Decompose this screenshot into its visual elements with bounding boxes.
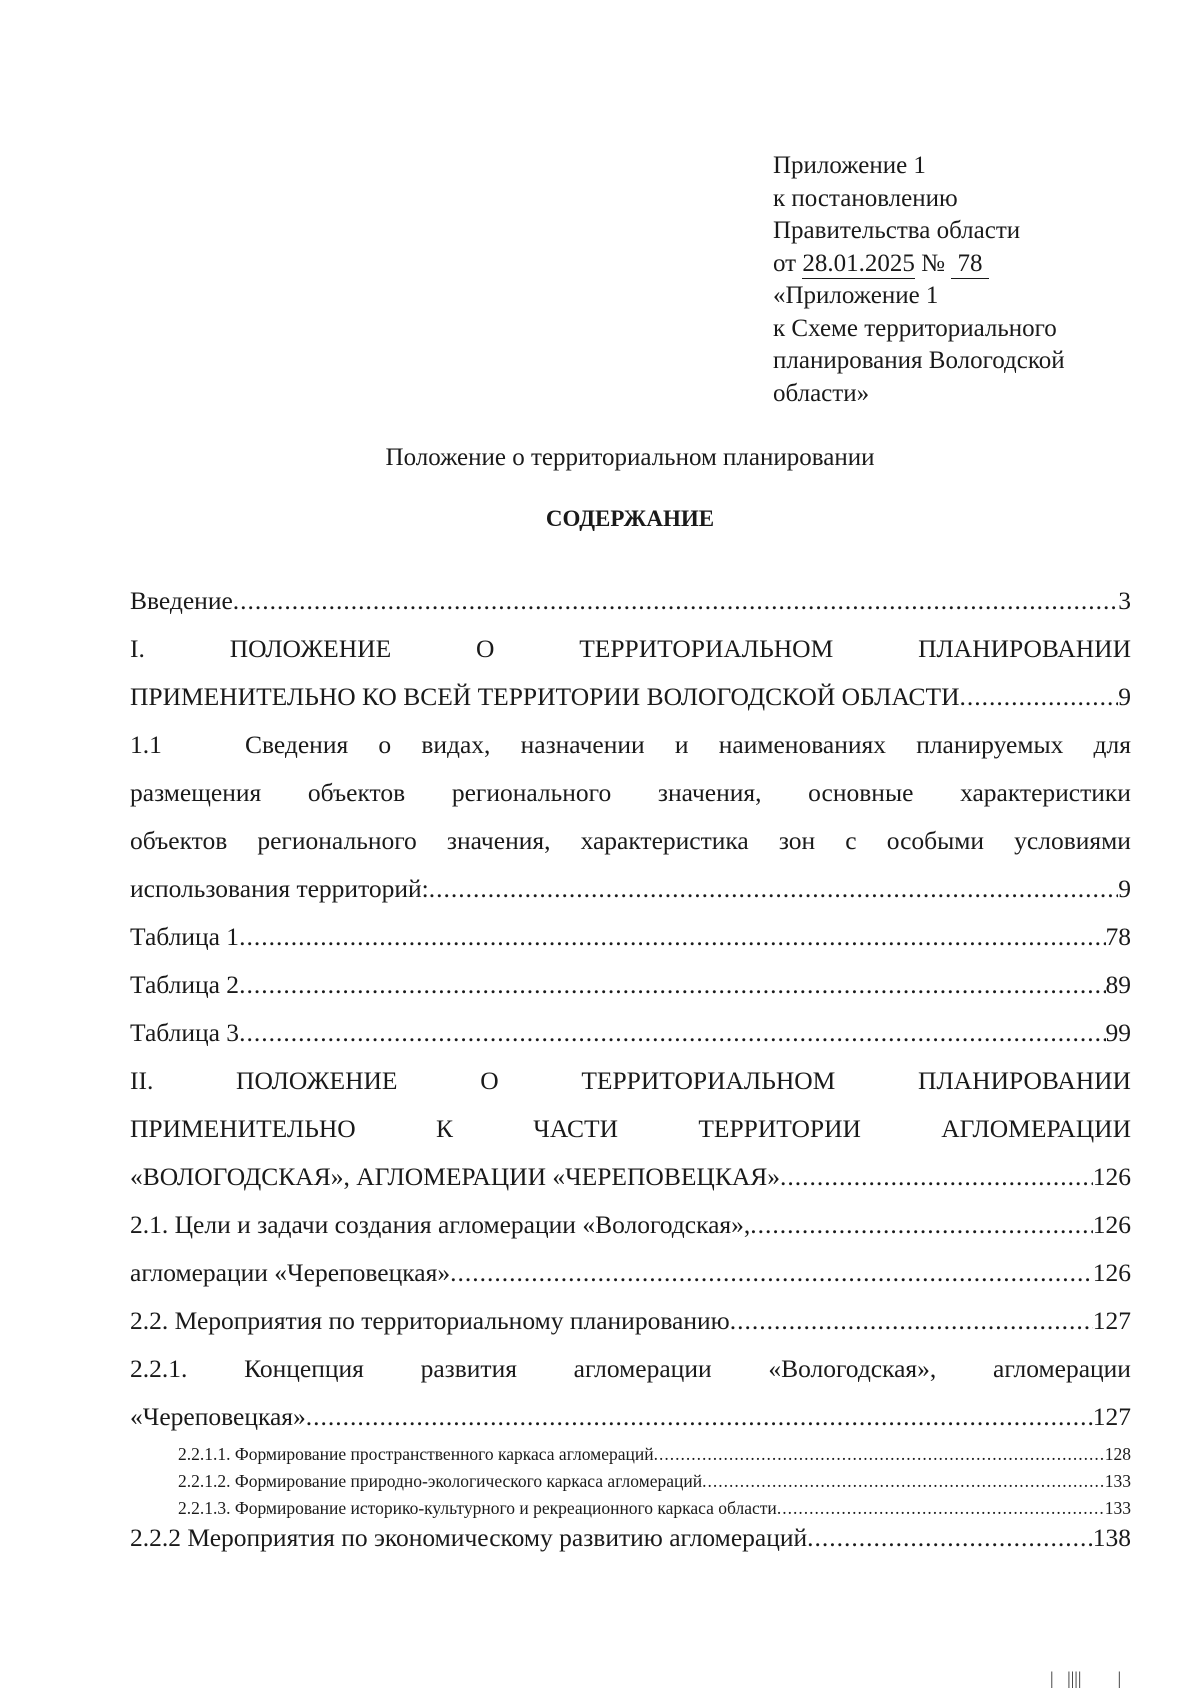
- word: ЧАСТИ: [533, 1114, 619, 1143]
- word: для: [1093, 730, 1131, 759]
- toc-entry-table-1[interactable]: [130, 904, 1131, 952]
- toc-page-number: 127: [1092, 1306, 1131, 1335]
- toc-page-number: 89: [1105, 970, 1131, 999]
- word: ПЛАНИРОВАНИИ: [918, 1066, 1131, 1095]
- word: I.: [130, 634, 145, 663]
- word: особыми: [886, 826, 985, 855]
- section-number: 1.1: [130, 730, 162, 759]
- toc-page-number: 78: [1105, 922, 1131, 951]
- toc-entry-2-2-1-1[interactable]: [178, 1438, 1131, 1465]
- toc-page-number: 9: [1118, 874, 1131, 903]
- word: основные: [808, 778, 914, 807]
- toc-entry-2-2[interactable]: [130, 1288, 1131, 1336]
- word: ТЕРРИТОРИИ: [698, 1114, 861, 1143]
- toc-section-1-1-line-1[interactable]: [130, 712, 1131, 760]
- toc-section-2-line-2[interactable]: [130, 1096, 1131, 1144]
- toc-page-number: 126: [1092, 1162, 1131, 1191]
- word: характеристики: [960, 778, 1131, 807]
- toc-entry-text: 2.2.2 Мероприятия по экономическому развитию агломераций: [130, 1523, 808, 1552]
- word: ПРИМЕНИТЕЛЬНО: [130, 1114, 356, 1143]
- dot-leader: [702, 1471, 1105, 1492]
- word: планируемых: [916, 730, 1064, 759]
- stamp-line: к Схеме территориального: [773, 314, 1057, 342]
- document-title: Положение о территориальном планировании: [385, 444, 875, 471]
- word: Сведения: [245, 730, 349, 759]
- word: о: [378, 730, 392, 759]
- dot-leader: [777, 1498, 1105, 1519]
- word: развития: [420, 1354, 517, 1383]
- word: ТЕРРИТОРИАЛЬНОМ: [579, 634, 834, 663]
- toc-entry-text: Таблица 1: [130, 922, 240, 951]
- stamp-line: Правительства области: [773, 217, 1021, 244]
- toc-entry-text: 2.2.1.3. Формирование историко-культурного и рекреационного каркаса области: [178, 1498, 777, 1518]
- toc-page-number: 138: [1092, 1523, 1131, 1552]
- word: ПОЛОЖЕНИЕ: [229, 634, 392, 663]
- word: 2.2.1.: [130, 1354, 188, 1383]
- word: «Вологодская»,: [768, 1354, 937, 1383]
- toc-page-number: 133: [1104, 1471, 1131, 1491]
- word: Концепция: [244, 1354, 364, 1383]
- word: и: [674, 730, 689, 759]
- word: назначении: [520, 730, 645, 759]
- toc-entry-intro[interactable]: [130, 568, 1131, 616]
- toc-entry-text: использования территорий:: [130, 874, 429, 903]
- approval-stamp: [773, 150, 1065, 410]
- dot-leader: [306, 1402, 1093, 1432]
- toc-section-1-1-line-4[interactable]: [130, 856, 1131, 904]
- dot-leader: [239, 1018, 1105, 1048]
- dot-leader: [780, 1162, 1093, 1192]
- stamp-line: области»: [773, 379, 870, 407]
- word: видах,: [421, 730, 491, 759]
- word: с: [845, 826, 857, 855]
- table-of-contents: [130, 568, 1131, 1553]
- decree-date: 28.01.2025: [802, 249, 915, 277]
- toc-section-1-1-line-3[interactable]: [130, 808, 1131, 856]
- stamp-line: планирования Вологодской: [773, 347, 1065, 374]
- toc-entry-2-2-1-line-2[interactable]: [130, 1384, 1131, 1432]
- toc-page-number: 127: [1092, 1402, 1131, 1431]
- toc-subentries: [130, 1438, 1131, 1519]
- decree-number: 78: [951, 249, 989, 277]
- toc-page-number: 128: [1104, 1444, 1131, 1464]
- toc-entry-text: 2.2. Мероприятия по территориальному планированию: [130, 1306, 730, 1335]
- toc-entry-2-1-cont[interactable]: [130, 1240, 1131, 1288]
- word: зон: [778, 826, 816, 855]
- toc-entry-2-2-2[interactable]: [130, 1519, 1131, 1553]
- word: агломерации: [573, 1354, 712, 1383]
- word: значения,: [657, 778, 762, 807]
- word: К: [435, 1114, 453, 1143]
- word: О: [480, 1066, 499, 1095]
- stamp-line: к постановлению: [773, 184, 958, 212]
- toc-entry-table-3[interactable]: [130, 1000, 1131, 1048]
- word: ПЛАНИРОВАНИИ: [918, 634, 1131, 663]
- toc-entry-2-1[interactable]: [130, 1192, 1131, 1240]
- toc-page-number: 99: [1105, 1018, 1131, 1047]
- word: II.: [130, 1066, 154, 1095]
- word: ТЕРРИТОРИАЛЬНОМ: [581, 1066, 836, 1095]
- toc-entry-text: 2.1. Цели и задачи создания агломерации «Вологодская»,: [130, 1210, 751, 1239]
- toc-section-2-line-3[interactable]: [130, 1144, 1131, 1192]
- toc-entry-text: 2.2.1.1. Формирование пространственного каркаса агломераций: [178, 1444, 654, 1464]
- toc-entry-2-2-1-line-1[interactable]: [130, 1336, 1131, 1384]
- toc-entry-text: Введение: [130, 586, 233, 615]
- toc-section-1-line-1[interactable]: [130, 616, 1131, 664]
- toc-entry-text: агломерации «Череповецкая»: [130, 1258, 451, 1287]
- word: ПОЛОЖЕНИЕ: [236, 1066, 398, 1095]
- dot-leader: [960, 682, 1119, 712]
- number-sign: №: [914, 249, 952, 277]
- toc-heading: СОДЕРЖАНИЕ: [545, 506, 715, 531]
- toc-page-number: 126: [1092, 1210, 1131, 1239]
- dot-leader: [750, 1210, 1092, 1240]
- toc-section-2-line-1[interactable]: [130, 1048, 1131, 1096]
- word: характеристика: [580, 826, 749, 855]
- dot-leader: [730, 1306, 1093, 1336]
- scan-margin-marks: | |||| |: [1050, 1668, 1122, 1688]
- word: АГЛОМЕРАЦИИ: [941, 1114, 1131, 1143]
- toc-entry-text: Таблица 2: [130, 970, 240, 999]
- toc-page-number: 126: [1092, 1258, 1131, 1287]
- toc-page-number: 133: [1104, 1498, 1131, 1518]
- word: О: [475, 634, 495, 663]
- dot-leader: [233, 586, 1118, 616]
- dot-leader: [450, 1258, 1093, 1288]
- word: условиями: [1014, 826, 1131, 855]
- dot-leader: [654, 1444, 1105, 1465]
- toc-entry-2-2-1-2[interactable]: [178, 1465, 1131, 1492]
- word: агломерации: [993, 1354, 1131, 1383]
- toc-entry-2-2-1-3[interactable]: [178, 1492, 1131, 1519]
- word: значения,: [446, 826, 551, 855]
- stamp-line: «Приложение 1: [773, 282, 939, 309]
- date-prefix: от: [773, 249, 803, 277]
- dot-leader: [239, 922, 1105, 952]
- toc-entry-table-2[interactable]: [130, 952, 1131, 1000]
- toc-entry-text: «Череповецкая»: [130, 1402, 306, 1431]
- toc-entry-text: ПРИМЕНИТЕЛЬНО КО ВСЕЙ ТЕРРИТОРИИ ВОЛОГОДСКОЙ ОБЛАСТИ: [130, 682, 960, 711]
- toc-entry-text: Таблица 3: [130, 1018, 240, 1047]
- dot-leader: [807, 1523, 1093, 1553]
- toc-page-number: 9: [1118, 682, 1131, 711]
- word: объектов: [130, 826, 228, 855]
- dot-leader: [239, 970, 1105, 1000]
- toc-page-number: 3: [1118, 586, 1131, 615]
- toc-entry-text: «ВОЛОГОДСКАЯ», АГЛОМЕРАЦИИ «ЧЕРЕПОВЕЦКАЯ»: [130, 1162, 781, 1191]
- stamp-line: Приложение 1: [773, 152, 926, 179]
- dot-leader: [429, 874, 1118, 904]
- word: регионального: [257, 826, 417, 855]
- toc-section-1-line-2[interactable]: [130, 664, 1131, 712]
- word: объектов: [307, 778, 406, 807]
- word: регионального: [451, 778, 612, 807]
- toc-section-1-1-line-2[interactable]: [130, 760, 1131, 808]
- word: размещения: [130, 778, 262, 807]
- toc-entry-text: 2.2.1.2. Формирование природно-экологического каркаса агломераций: [178, 1471, 703, 1491]
- word: наименованиях: [718, 730, 886, 759]
- stamp-date-line: [773, 248, 1065, 281]
- justified-words: [245, 730, 1131, 760]
